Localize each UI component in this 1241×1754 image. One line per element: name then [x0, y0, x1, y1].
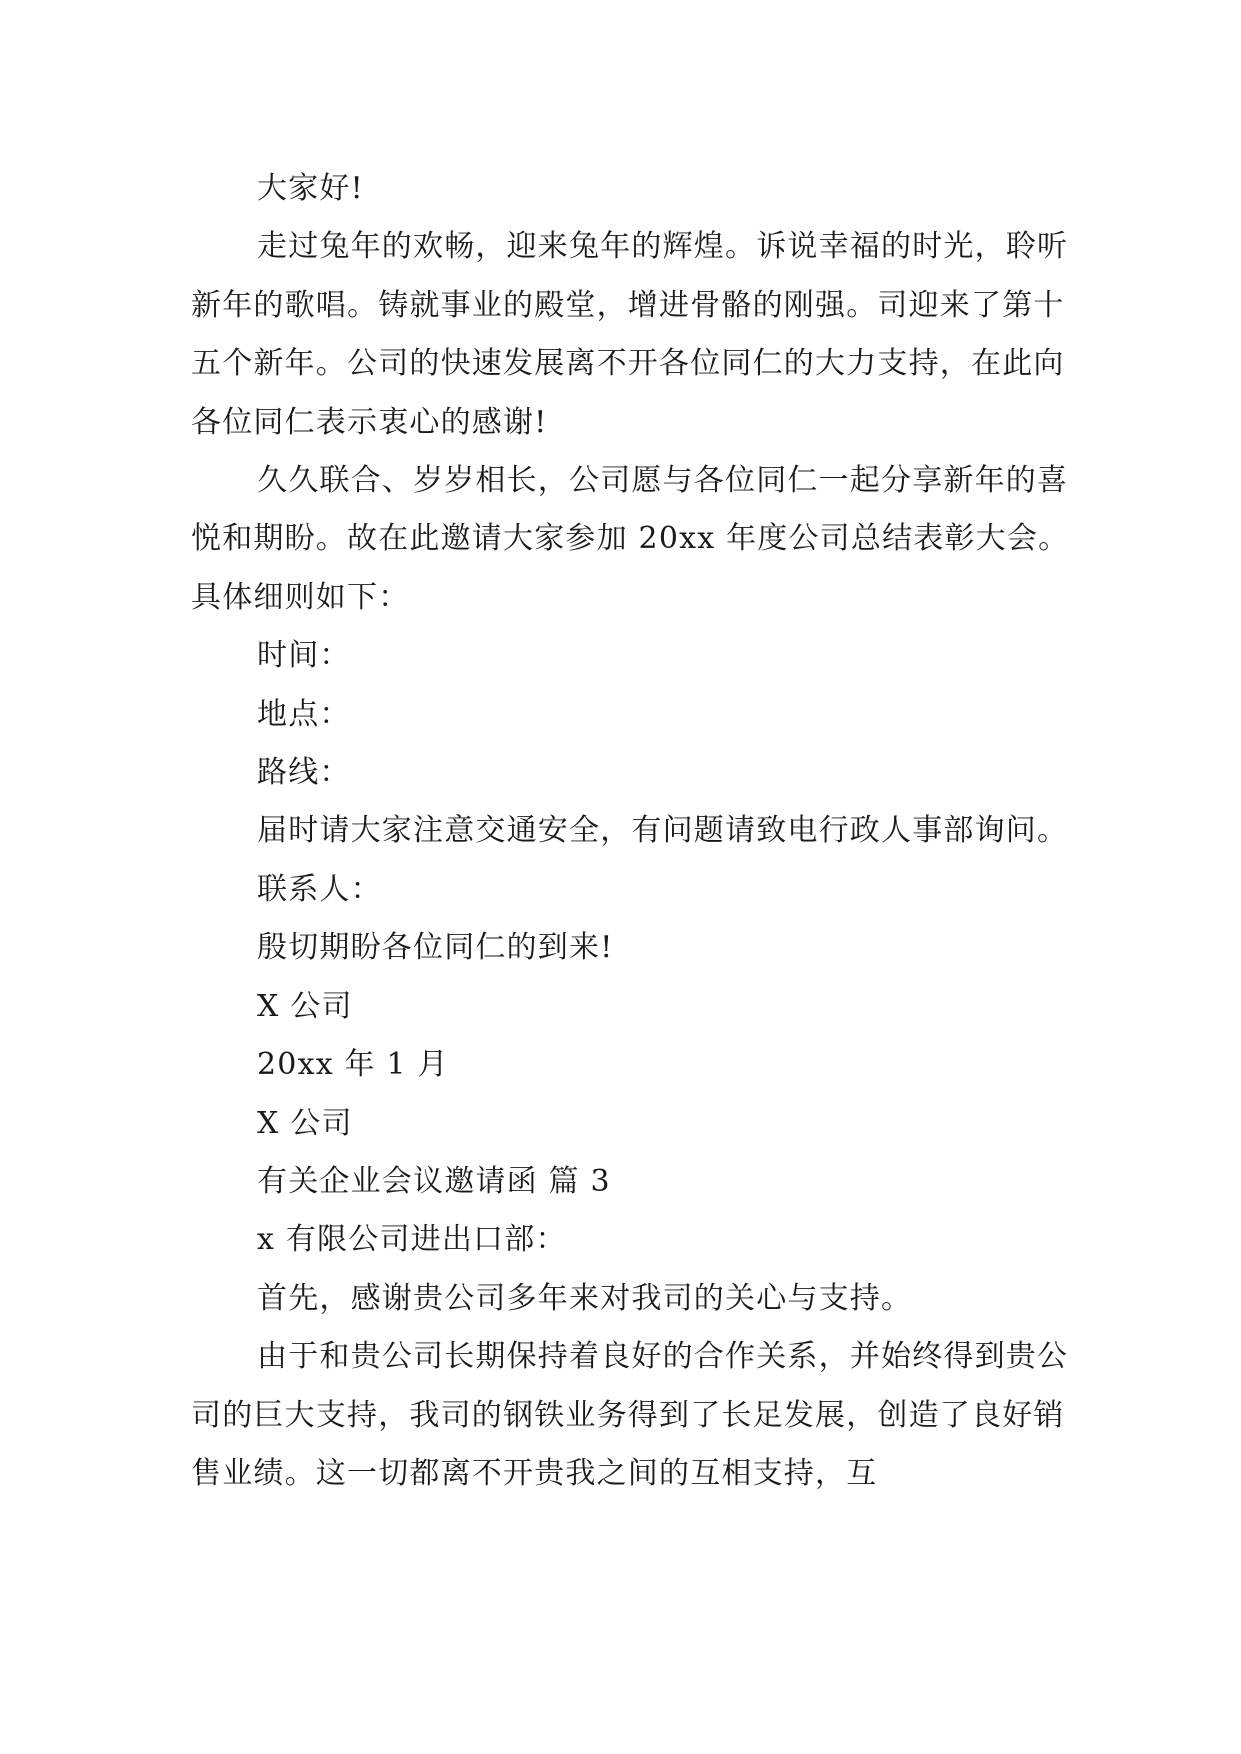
- recipient-line: x 有限公司进出口部：: [257, 1222, 567, 1258]
- document-body: [191, 160, 1071, 1503]
- signature-date: 20xx 年 1 月: [257, 1047, 449, 1083]
- cooperation-paragraph: 由于和贵公司长期保持着良好的合作关系，并始终得到贵公司的巨大支持，我司的钢铁业务得到了长足发展，创造了良好销售业绩。这一切都离不开贵我之间的互相支持，互: [191, 1339, 1069, 1491]
- safety-paragraph: 届时请大家注意交通安全，有问题请致电行政人事部询问。: [257, 813, 1069, 849]
- invitation-paragraph: 久久联合、岁岁相长，公司愿与各位同仁一起分享新年的喜悦和期盼。故在此邀请大家参加 20xx 年度公司总结表彰大会。具体细则如下：: [191, 463, 1070, 615]
- company-line: X 公司: [257, 1105, 353, 1141]
- greeting-paragraph: 大家好!: [257, 171, 364, 206]
- signature-company: X 公司: [257, 988, 353, 1024]
- closing-line: 殷切期盼各位同仁的到来!: [257, 930, 614, 966]
- location-line: 地点：: [257, 696, 351, 732]
- contact-line: 联系人：: [257, 871, 382, 907]
- new-year-paragraph: 走过兔年的欢畅，迎来兔年的辉煌。诉说幸福的时光，聆听新年的歌唱。铸就事业的殿堂，增进骨骼的刚强。司迎来了第十五个新年。公司的快速发展离不开各位同仁的大力支持，在此向各位同仁表示衷心的感谢!: [191, 229, 1069, 440]
- thanks-paragraph: 首先，感谢贵公司多年来对我司的关心与支持。: [257, 1280, 913, 1316]
- section-heading: 有关企业会议邀请函 篇 3: [257, 1163, 611, 1199]
- route-line: 路线：: [257, 755, 351, 791]
- time-line: 时间：: [257, 638, 351, 674]
